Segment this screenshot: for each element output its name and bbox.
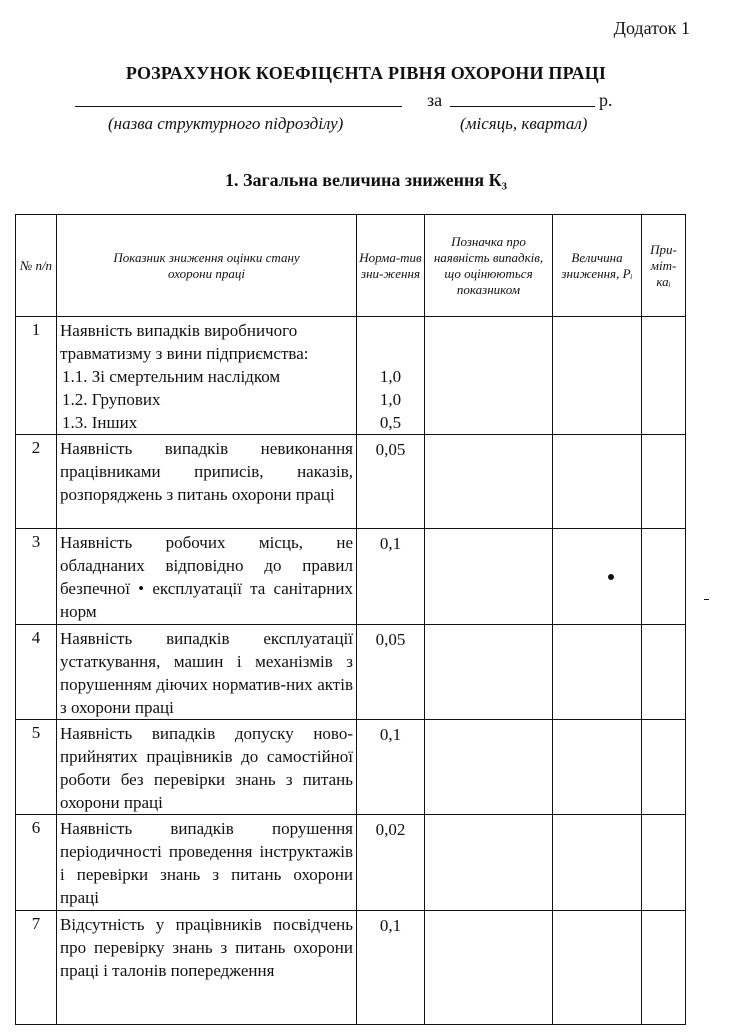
row-num: 2 [16,435,57,529]
za-label: за [427,90,443,110]
row-note-cell[interactable] [642,529,686,625]
unit-hint: (назва структурного підрозділу) [108,114,344,133]
row-norm [357,317,425,435]
row-indicator: Наявність випадків невиконання працівниками приписів, наказів, розпоряджень з питань охорони праці [57,435,357,529]
row-mark-cell[interactable] [425,911,553,1025]
row-mark-cell[interactable] [425,625,553,720]
unit-period-line [0,90,732,112]
header-value: Величина зниження, Рᵢ [553,215,642,317]
sub-item: 1.3. Інших [62,413,138,432]
header-note: При-міт-каᵢ [642,215,686,317]
row-indicator: Наявність випадків експлуатації устаткування, машин і механізмів з порушенням діючих норматив-них актів з охорони праці [57,625,357,720]
sub-norm: 1,0 [379,390,402,409]
table-row [16,815,686,911]
row-indicator: Наявність випадків порушення періодичності проведення інструктажів і перевірки знань з питань охорони праці [57,815,357,911]
row-num: 6 [16,815,57,911]
table-row [16,911,686,1025]
row-value-cell[interactable] [553,815,642,911]
row-num: 4 [16,625,57,720]
row-norm: 0,1 [357,529,425,625]
row-note-cell[interactable] [642,435,686,529]
section-title: 1. Загальна величина зниження К₃ [224,170,508,190]
header-indicator: Показник зниження оцінки стану охорони праці [57,215,357,317]
period-hint: (місяць, квартал) [460,114,588,133]
row-indicator [57,317,357,435]
scan-speck [608,574,614,580]
row-note-cell[interactable] [642,317,686,435]
row-norm: 0,1 [357,720,425,815]
document-title: РОЗРАХУНОК КОЕФІЦЄНТА РІВНЯ ОХОРОНИ ПРАЦІ [125,63,607,83]
coefficient-table [15,214,686,1025]
row-value-cell[interactable] [553,435,642,529]
period-blank[interactable] [450,106,595,107]
header-mark: Позначка про наявність випадків, що оцінюються показником [425,215,553,317]
row-num: 3 [16,529,57,625]
scan-mark [704,599,709,600]
row-norm: 0,1 [357,911,425,1025]
year-suffix-label: р. [599,90,613,110]
table-row [16,625,686,720]
row-indicator: Наявність робочих місць, не обладнаних відповідно до правил безпечної • експлуатації та санітарних норм [57,529,357,625]
row-norm: 0,05 [357,435,425,529]
table-row [16,435,686,529]
row-value-cell[interactable] [553,317,642,435]
row-indicator: Наявність випадків допуску ново-прийнятих працівників до самостійної роботи без перевірки знань з питань охорони праці [57,720,357,815]
row-norm: 0,05 [357,625,425,720]
appendix-label: Додаток 1 [613,18,690,38]
row-mark-cell[interactable] [425,317,553,435]
row-mark-cell[interactable] [425,720,553,815]
header-norm: Норма-тив зни-ження [357,215,425,317]
sub-norm: 0,5 [379,413,402,432]
row-norm: 0,02 [357,815,425,911]
row-indicator: Відсутність у працівників посвідчень про перевірку знань з питань охорони праці і талонів попередження [57,911,357,1025]
row-num: 5 [16,720,57,815]
row-value-cell[interactable] [553,720,642,815]
table-header-row [16,215,686,317]
row-value-cell[interactable] [553,911,642,1025]
row-mark-cell[interactable] [425,815,553,911]
row-num: 1 [16,317,57,435]
sub-item: 1.2. Групових [62,390,161,409]
row-note-cell[interactable] [642,720,686,815]
sub-norm: 1,0 [379,367,402,386]
header-num: № п/п [16,215,57,317]
row-note-cell[interactable] [642,815,686,911]
row-note-cell[interactable] [642,625,686,720]
table-row [16,529,686,625]
table-row [16,317,686,435]
row-mark-cell[interactable] [425,435,553,529]
row-value-cell[interactable] [553,529,642,625]
unit-name-blank[interactable] [75,106,402,107]
row-num: 7 [16,911,57,1025]
row-value-cell[interactable] [553,625,642,720]
table-row [16,720,686,815]
row-mark-cell[interactable] [425,529,553,625]
row-indicator-text: Наявність випадків виробничого травматизму з вини підприємства: [60,321,309,363]
row-note-cell[interactable] [642,911,686,1025]
sub-item: 1.1. Зі смертельним наслідком [62,367,281,386]
